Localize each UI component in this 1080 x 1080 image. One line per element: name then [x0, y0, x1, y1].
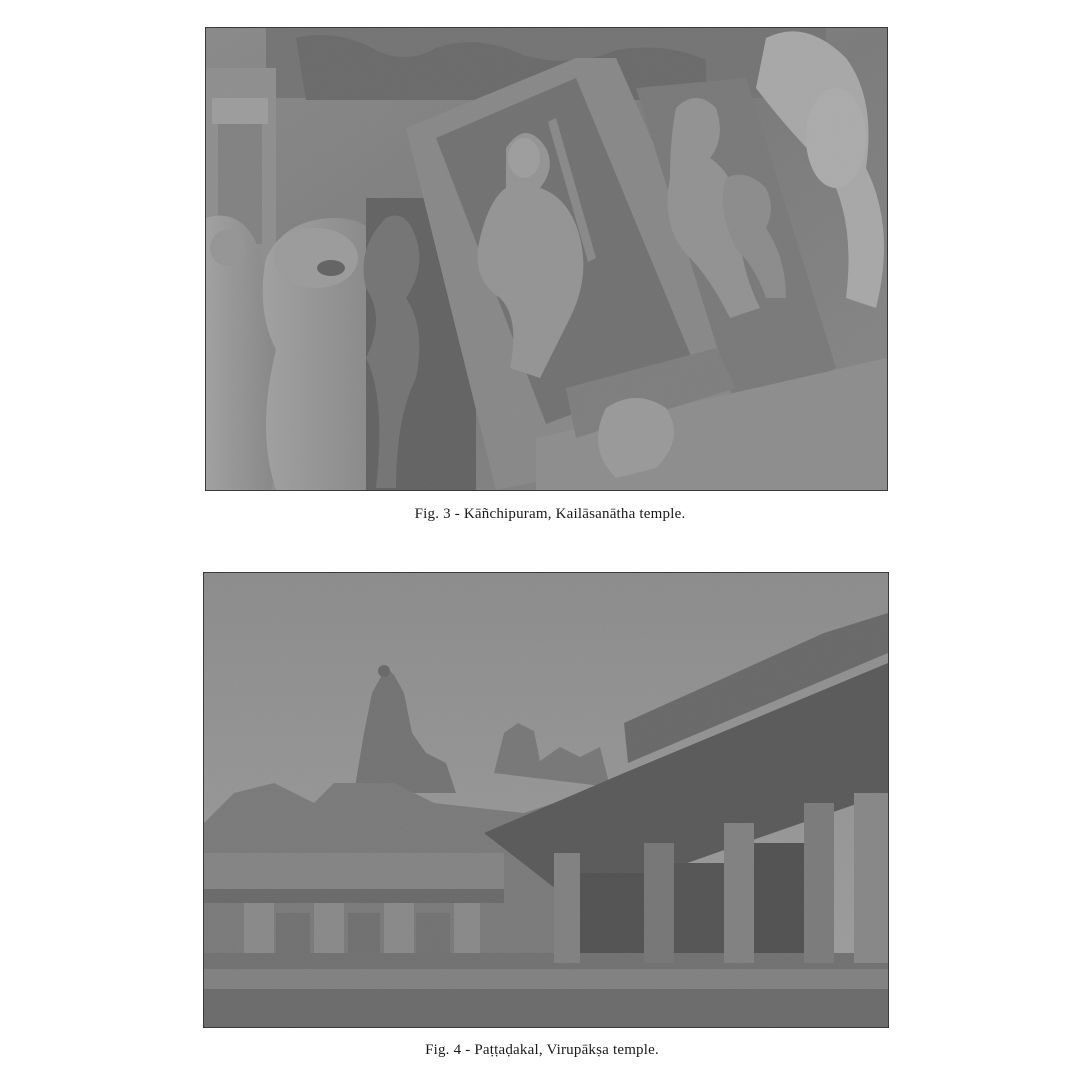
fig3-caption: Fig. 3 - Kāñchipuram, Kailāsanātha temple. — [414, 506, 686, 522]
fig3-photograph — [206, 28, 887, 490]
fig4-temple-image — [204, 573, 888, 1027]
fig4-caption: Fig. 4 - Paṭṭaḍakal, Virupākṣa temple. — [425, 1042, 659, 1058]
fig4-photograph — [204, 573, 888, 1027]
fig3-relief-image — [206, 28, 887, 490]
